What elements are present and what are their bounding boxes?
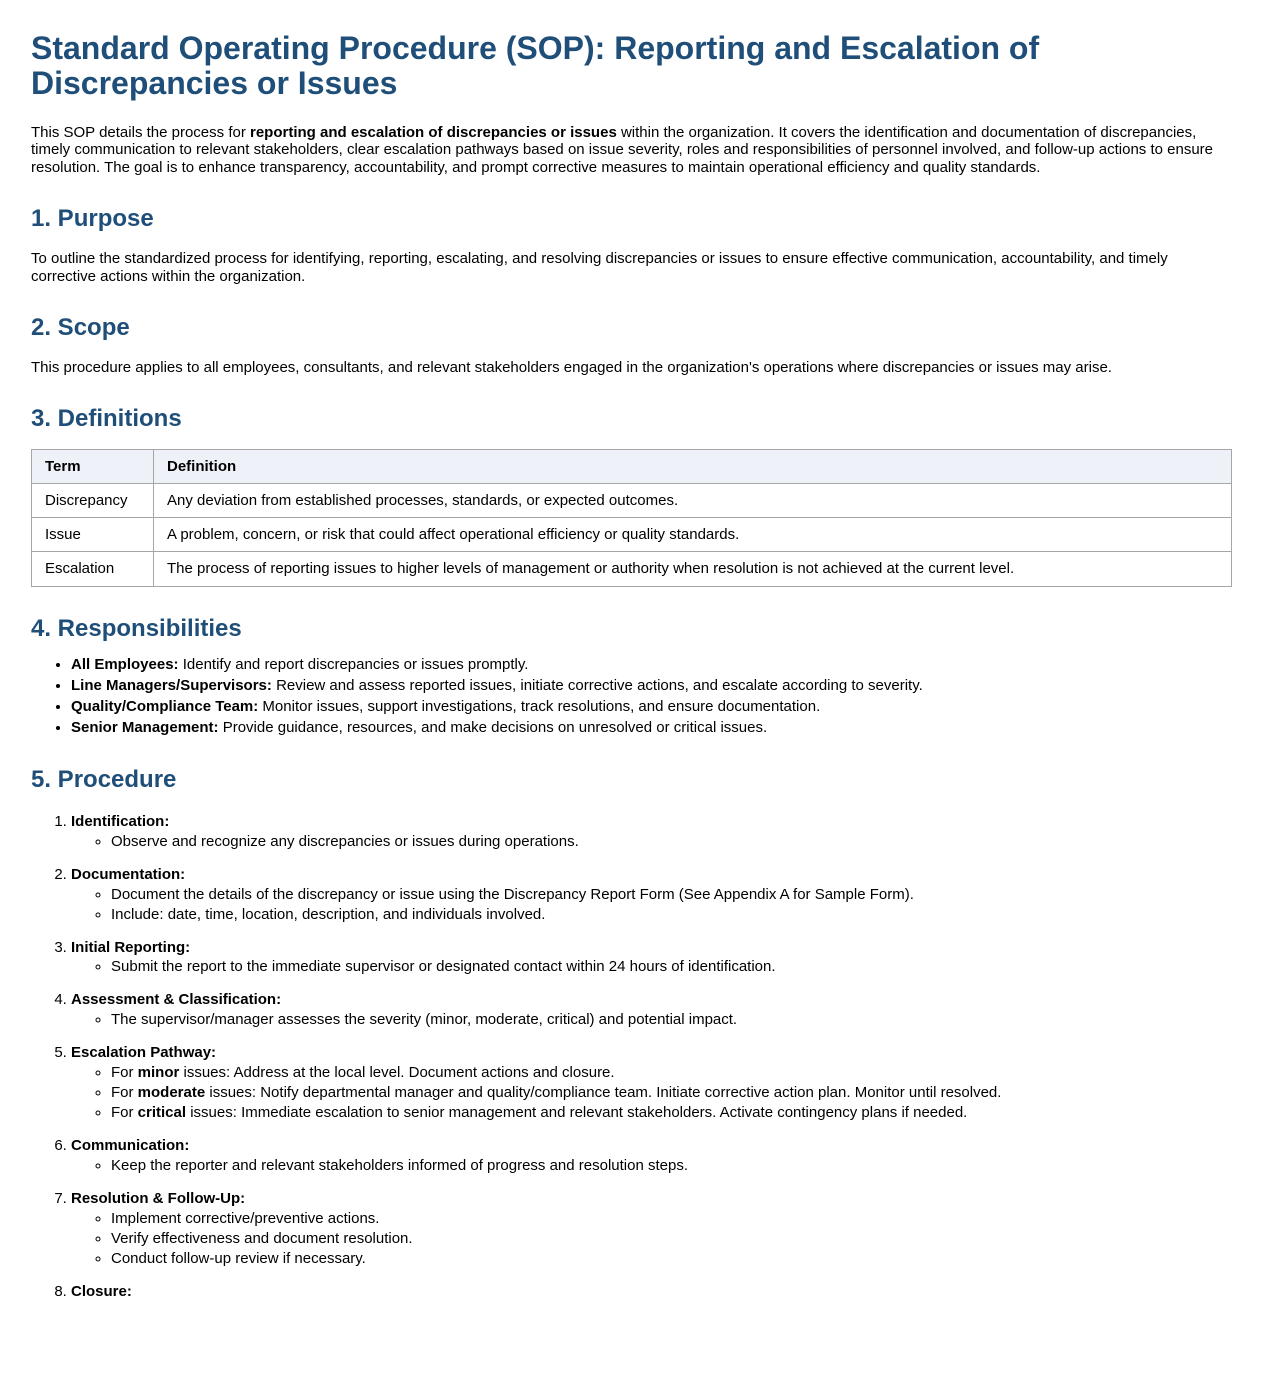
subitem-text-bold: moderate: [137, 1084, 206, 1102]
step-label: Identification:: [71, 812, 170, 830]
responsibility-label: Line Managers/Supervisors:: [71, 677, 272, 695]
table-row: [32, 518, 1232, 552]
scope-text: This procedure applies to all employees, consultants, and relevant stakeholders engaged in the organization's operations where discrepancies or issues may arise.: [31, 359, 1112, 377]
section-definitions-heading: 3. Definitions: [31, 405, 182, 433]
procedure-list: [31, 812, 1232, 1302]
responsibility-text: Review and assess reported issues, initiate corrective actions, and escalate according to severity.: [271, 677, 923, 695]
procedure-step: [71, 938, 1232, 978]
section-responsibilities-heading: 4. Responsibilities: [31, 614, 242, 642]
column-header-definition: Definition: [154, 449, 1232, 483]
step-label: Resolution & Follow-Up:: [71, 1189, 246, 1207]
step-label: Assessment & Classification:: [71, 991, 282, 1009]
step-subitem: [111, 1063, 1232, 1083]
step-label: Escalation Pathway:: [71, 1044, 217, 1062]
subitem-text-bold: minor: [137, 1064, 180, 1082]
step-subitem: ◦ The supervisor/manager assesses the severity (minor, moderate, critical) and potential impact.: [111, 1010, 1232, 1030]
table-row: [32, 552, 1232, 586]
responsibility-label: Senior Management:: [71, 719, 219, 737]
definitions-table: [31, 449, 1232, 587]
procedure-step: [71, 1282, 1232, 1302]
procedure-step: [71, 1189, 1232, 1269]
responsibility-label: All Employees:: [71, 656, 179, 674]
step-subitem: ◦ Include: date, time, location, description, and individuals involved.: [111, 905, 1232, 925]
column-header-term: Term: [32, 449, 154, 483]
intro-text-before: This SOP details the process for: [31, 123, 250, 141]
step-subitem-list: [71, 832, 1232, 852]
step-subitem-list: [71, 1156, 1232, 1176]
intro-paragraph: [31, 124, 1232, 177]
step-subitem: ◦ Document the details of the discrepancy or issue using the Discrepancy Report Form (See Appendix A for Sample Form).: [111, 885, 1232, 905]
responsibilities-list: [31, 654, 1232, 738]
procedure-step: [71, 865, 1232, 925]
step-subitem-list: [71, 885, 1232, 925]
definition-cell: The process of reporting issues to higher levels of management or authority when resolution is not achieved at the current level.: [154, 552, 1232, 586]
subitem-text-post: issues: Immediate escalation to senior management and relevant stakeholders. Activate contingency plans if needed.: [186, 1104, 968, 1122]
page-title: Standard Operating Procedure (SOP): Reporting and Escalation of Discrepancies or Issues: [31, 30, 1040, 101]
intro-text-after: within the organization. It covers the identification and documentation of discrepancies, timely communication to relevant stakeholders, clear escalation pathways based on issue severity, roles and responsibilities of personnel involved, and follow-up actions to ensure resolution. The goal is to enhance transparency, accountability, and prompt corrective measures to maintain operational efficiency and quality standards.: [31, 123, 1214, 177]
step-label: Documentation:: [71, 865, 186, 883]
step-subitem: ◦ Conduct follow-up review if necessary.: [111, 1249, 1232, 1269]
responsibility-label: Quality/Compliance Team:: [71, 698, 259, 716]
responsibility-text: Provide guidance, resources, and make decisions on unresolved or critical issues.: [218, 719, 768, 737]
procedure-step: [71, 1136, 1232, 1176]
step-subitem: ◦ Implement corrective/preventive actions.: [111, 1209, 1232, 1229]
definitions-table-header-row: [32, 449, 1232, 483]
term-cell: Escalation: [32, 552, 154, 586]
list-item: [71, 696, 1232, 717]
subitem-text-pre: For: [111, 1064, 138, 1082]
step-label: Closure:: [71, 1282, 132, 1300]
subitem-text-bold: critical: [137, 1104, 187, 1122]
responsibility-text: Monitor issues, support investigations, track resolutions, and ensure documentation.: [258, 698, 821, 716]
responsibility-text: Identify and report discrepancies or issues promptly.: [178, 656, 529, 674]
step-subitem-list: [71, 1209, 1232, 1269]
section-purpose-heading: 1. Purpose: [31, 204, 154, 232]
step-label: Initial Reporting:: [71, 938, 191, 956]
subitem-text-pre: For: [111, 1104, 138, 1122]
step-subitem: [111, 1103, 1232, 1123]
section-procedure-heading: 5. Procedure: [31, 766, 177, 794]
table-row: [32, 483, 1232, 517]
intro-text-bold: reporting and escalation of discrepancies or issues: [250, 123, 617, 141]
step-label: Communication:: [71, 1137, 190, 1155]
step-subitem: ◦ Verify effectiveness and document resolution.: [111, 1229, 1232, 1249]
purpose-text: To outline the standardized process for identifying, reporting, escalating, and resolving discrepancies or issues to ensure effective communication, accountability, and timely corrective actions within the organization.: [31, 250, 1168, 286]
step-subitem: [111, 1083, 1232, 1103]
step-subitem-list: [71, 1010, 1232, 1030]
step-subitem: ◦ Submit the report to the immediate supervisor or designated contact within 24 hours of identification.: [111, 957, 1232, 977]
step-subitem-list: [71, 957, 1232, 977]
definition-cell: A problem, concern, or risk that could affect operational efficiency or quality standards.: [154, 518, 1232, 552]
subitem-text-post: issues: Address at the local level. Document actions and closure.: [179, 1064, 615, 1082]
procedure-step: [71, 812, 1232, 852]
step-subitem: ◦ Keep the reporter and relevant stakeholders informed of progress and resolution steps.: [111, 1156, 1232, 1176]
section-scope-heading: 2. Scope: [31, 313, 130, 341]
definition-cell: Any deviation from established processes, standards, or expected outcomes.: [154, 483, 1232, 517]
procedure-step: [71, 990, 1232, 1030]
subitem-text-post: issues: Notify departmental manager and quality/compliance team. Initiate corrective action plan. Monitor until resolved.: [205, 1084, 1002, 1102]
list-item: [71, 654, 1232, 675]
term-cell: Issue: [32, 518, 154, 552]
subitem-text-pre: For: [111, 1084, 138, 1102]
list-item: [71, 675, 1232, 696]
list-item: [71, 717, 1232, 738]
step-subitem: ◦ Observe and recognize any discrepancies or issues during operations.: [111, 832, 1232, 852]
term-cell: Discrepancy: [32, 483, 154, 517]
step-subitem-list: [71, 1063, 1232, 1123]
procedure-step: [71, 1043, 1232, 1123]
